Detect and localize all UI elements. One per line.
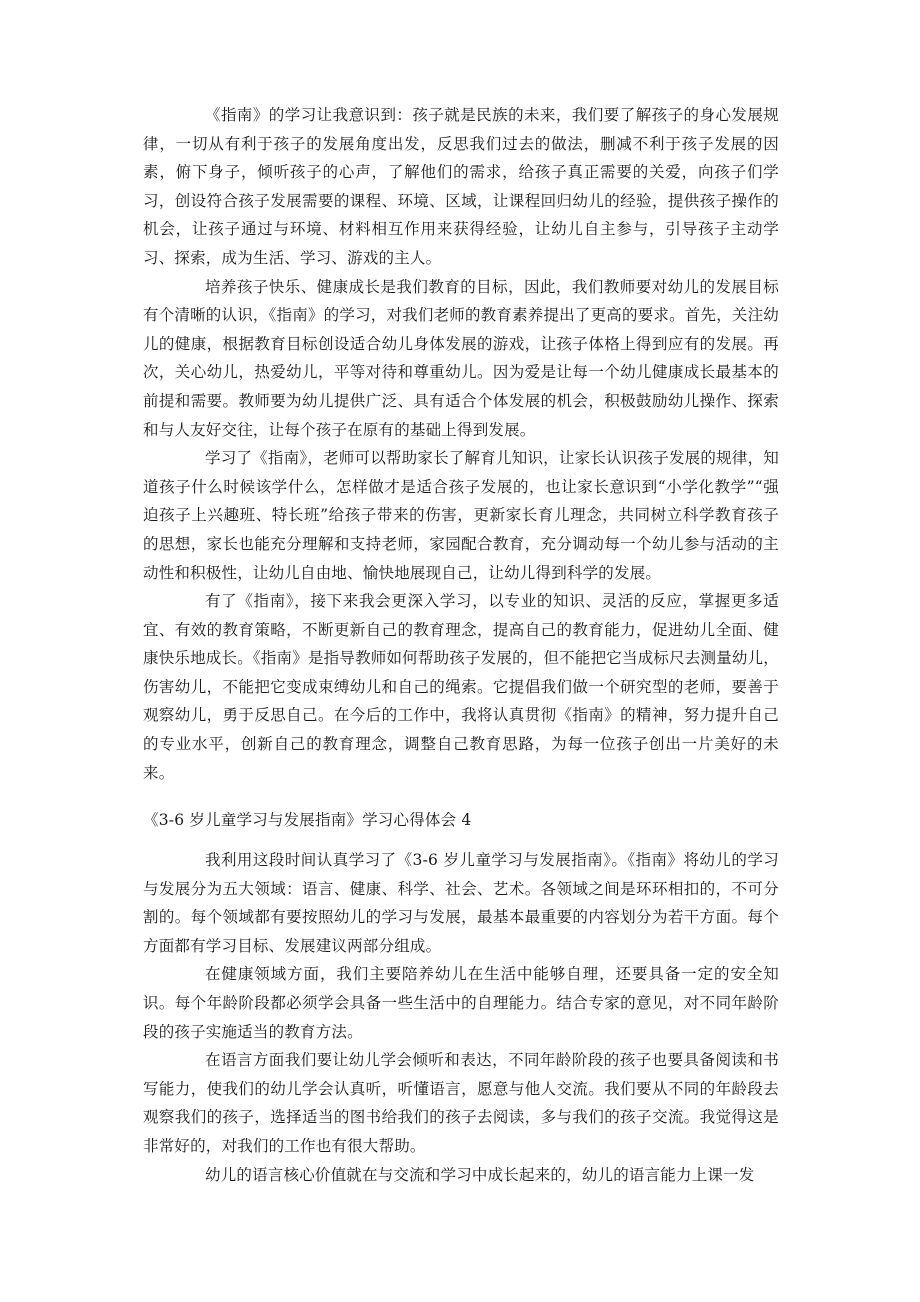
- paragraph: 培养孩子快乐、健康成长是我们教育的目标，因此，我们教师要对幼儿的发展目标有个清晰的认识，《指南》的学习，对我们老师的教育素养提出了更高的要求。首先，关注幼儿的健康，根据教育目标创设适合幼儿身体发展的游戏，让孩子体格上得到应有的发展。再次，关心幼儿，热爱幼儿，平等对待和尊重幼儿。因为爱是让每一个幼儿健康成长最基本的前提和需要。教师要为幼儿提供广泛、具有适合个体发展的机会，积极鼓励幼儿操作、探索和与人友好交往，让每个孩子在原有的基础上得到发展。: [143, 277, 779, 439]
- paragraph: 在语言方面我们要让幼儿学会倾听和表达，不同年龄阶段的孩子也要具备阅读和书写能力，使我们的幼儿学会认真听，听懂语言，愿意与他人交流。我们要从不同的年龄段去观察我们的孩子，选择适当的图书给我们的孩子去阅读，多与我们的孩子交流。我觉得这是非常好的，对我们的工作也有很大帮助。: [143, 1051, 779, 1155]
- paragraph: 学习了《指南》，老师可以帮助家长了解育儿知识，让家长认识孩子发展的规律，知道孩子什么时候该学什么，怎样做才是适合孩子发展的，也让家长意识到“小学化教学”“强迫孩子上兴趣班、特长班”给孩子带来的伤害，更新家长育儿理念，共同树立科学教育孩子的思想，家长也能充分理解和支持老师，家园配合教育，充分调动每一个幼儿参与活动的主动性和积极性，让幼儿自由地、愉快地展现自己，让幼儿得到科学的发展。: [143, 449, 779, 582]
- essay-section-1: [143, 101, 779, 787]
- paragraph: 幼儿的语言核心价值就在与交流和学习中成长起来的，幼儿的语言能力上课一发: [205, 1165, 755, 1184]
- paragraph: 我利用这段时间认真学习了《3-6 岁儿童学习与发展指南》。《指南》将幼儿的学习与发展分为五大领域：语言、健康、科学、社会、艺术。各领域之间是环环相扣的，不可分割的。每个领域都有要按照幼儿的学习与发展，最基本最重要的内容划分为若干方面。每个方面都有学习目标、发展建议两部分组成。: [143, 851, 779, 955]
- paragraph: 《指南》的学习让我意识到：孩子就是民族的未来，我们要了解孩子的身心发展规律，一切从有利于孩子的发展角度出发，反思我们过去的做法，删减不利于孩子发展的因素，俯下身子，倾听孩子的心声，了解他们的需求，给孩子真正需要的关爱，向孩子们学习，创设符合孩子发展需要的课程、环境、区域，让课程回归幼儿的经验，提供孩子操作的机会，让孩子通过与环境、材料相互作用来获得经验，让幼儿自主参与，引导孩子主动学习、探索，成为生活、学习、游戏的主人。: [143, 106, 779, 267]
- paragraph: 在健康领域方面，我们主要陪养幼儿在生活中能够自理，还要具备一定的安全知识。每个年龄阶段都必须学会具备一些生活中的自理能力。结合专家的意见，对不同年龄阶段的孩子实施适当的教育方法。: [143, 965, 779, 1041]
- section-heading: 《3-6 岁儿童学习与发展指南》学习心得体会 4: [143, 811, 472, 829]
- paragraph: 有了《指南》，接下来我会更深入学习，以专业的知识、灵活的反应，掌握更多适宜、有效的教育策略，不断更新自己的教育理念，提高自己的教育能力，促进幼儿全面、健康快乐地成长。《指南》是指导教师如何帮助孩子发展的，但不能把它当成标尺去测量幼儿，伤害幼儿，不能把它变成束缚幼儿和自己的绳索。它提倡我们做一个研究型的老师，要善于观察幼儿，勇于反思自己。在今后的工作中，我将认真贯彻《指南》的精神，努力提升自己的专业水平，创新自己的教育理念，调整自己教育思路，为每一位孩子创出一片美好的未来。: [143, 592, 779, 782]
- essay-section-2: [143, 846, 779, 1189]
